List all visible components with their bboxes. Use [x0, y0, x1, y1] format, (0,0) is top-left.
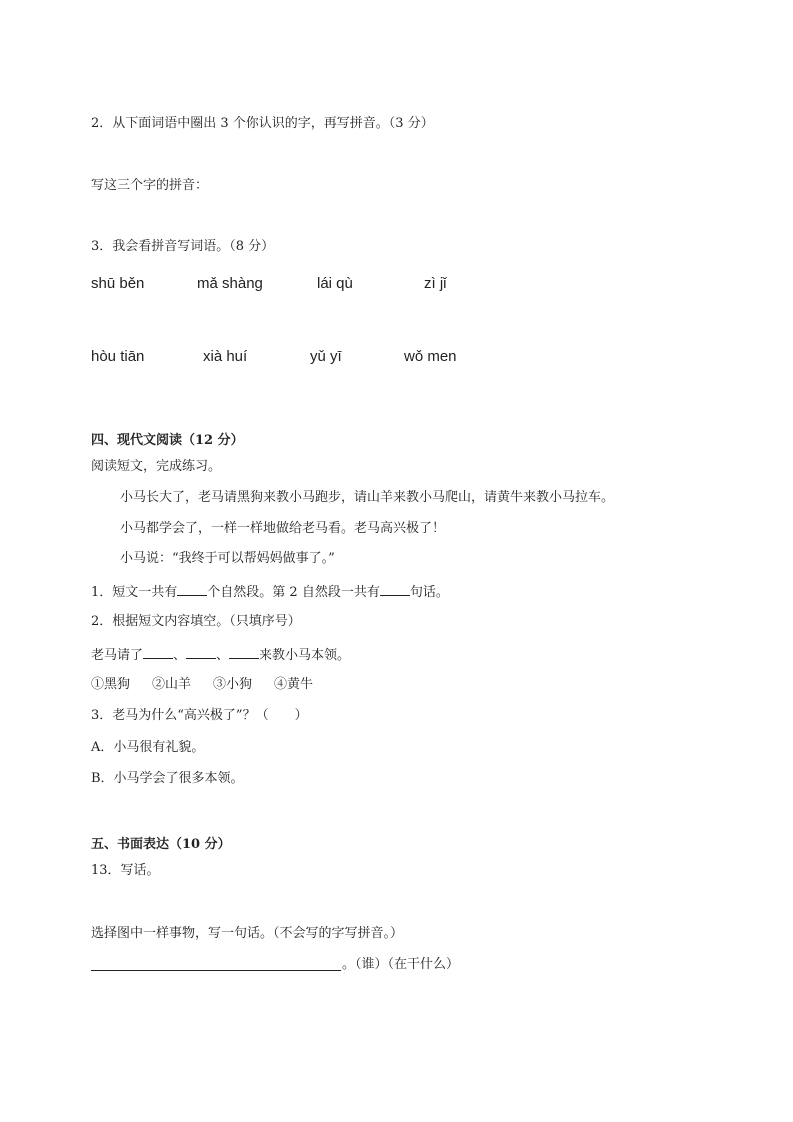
answer-blank[interactable]	[229, 645, 259, 659]
passage-paragraph: 小马长大了，老马请黑狗来教小马跑步，请山羊来教小马爬山，请黄牛来教小马拉车。	[120, 490, 615, 505]
pinyin-word: yǔ yī	[310, 348, 342, 365]
option: ①黑狗	[91, 677, 131, 692]
question-text: 句话。	[409, 585, 449, 600]
pinyin-word: lái qù	[317, 275, 353, 292]
pinyin-word: xià huí	[203, 348, 248, 365]
pinyin-word: shū běn	[91, 275, 145, 292]
question-13: 13．写话。	[91, 863, 160, 878]
option: ④黄牛	[274, 677, 314, 692]
options-row	[91, 676, 335, 694]
option: ②山羊	[152, 677, 192, 692]
answer-blank[interactable]	[177, 582, 207, 596]
reading-question-2: 2．根据短文内容填空。（只填序号）	[91, 614, 301, 629]
question-text: 个自然段。第 2 自然段一共有	[207, 585, 380, 600]
pinyin-word: hòu tiān	[91, 348, 145, 365]
answer-blank[interactable]	[186, 645, 216, 659]
question-text: 1．短文一共有	[91, 585, 178, 600]
fill-text: 来教小马本领。	[259, 648, 351, 663]
separator: 、	[216, 648, 230, 663]
section-5-heading: 五、书面表达（10 分）	[91, 837, 231, 852]
answer-blank[interactable]	[380, 582, 410, 596]
reading-instruction: 阅读短文，完成练习。	[91, 459, 222, 474]
section-4-heading: 四、现代文阅读（12 分）	[91, 433, 244, 448]
pinyin-word: wǒ men	[404, 348, 457, 365]
option: ③小狗	[213, 677, 253, 692]
fill-text: 老马请了	[91, 648, 144, 663]
writing-instruction: 选择图中一样事物，写一句话。（不会写的字写拼音。）	[91, 926, 404, 941]
pinyin-prompt: 写这三个字的拼音：	[91, 178, 209, 193]
pinyin-word: zì jǐ	[424, 275, 447, 292]
fill-in-sentence	[91, 645, 350, 665]
pinyin-word: mǎ shàng	[197, 275, 263, 292]
reading-question-3: 3．老马为什么“高兴极了”？（ ）	[91, 708, 308, 723]
choice-a: A．小马很有礼貌。	[91, 740, 205, 755]
writing-answer-line[interactable]	[91, 970, 341, 971]
question-2-title: 2．从下面词语中圈出 3 个你认识的字，再写拼音。（3 分）	[91, 116, 434, 131]
passage-paragraph: 小马说：“我终于可以帮妈妈做事了。”	[120, 551, 335, 566]
answer-blank[interactable]	[143, 645, 173, 659]
passage-paragraph: 小马都学会了，一样一样地做给老马看。老马高兴极了！	[120, 521, 446, 536]
separator: 、	[173, 648, 187, 663]
question-3-title: 3．我会看拼音写词语。（8 分）	[91, 239, 275, 254]
choice-b: B．小马学会了很多本领。	[91, 771, 244, 786]
writing-tail: 。（谁）（在干什么）	[342, 957, 460, 972]
reading-question-1	[91, 582, 449, 602]
